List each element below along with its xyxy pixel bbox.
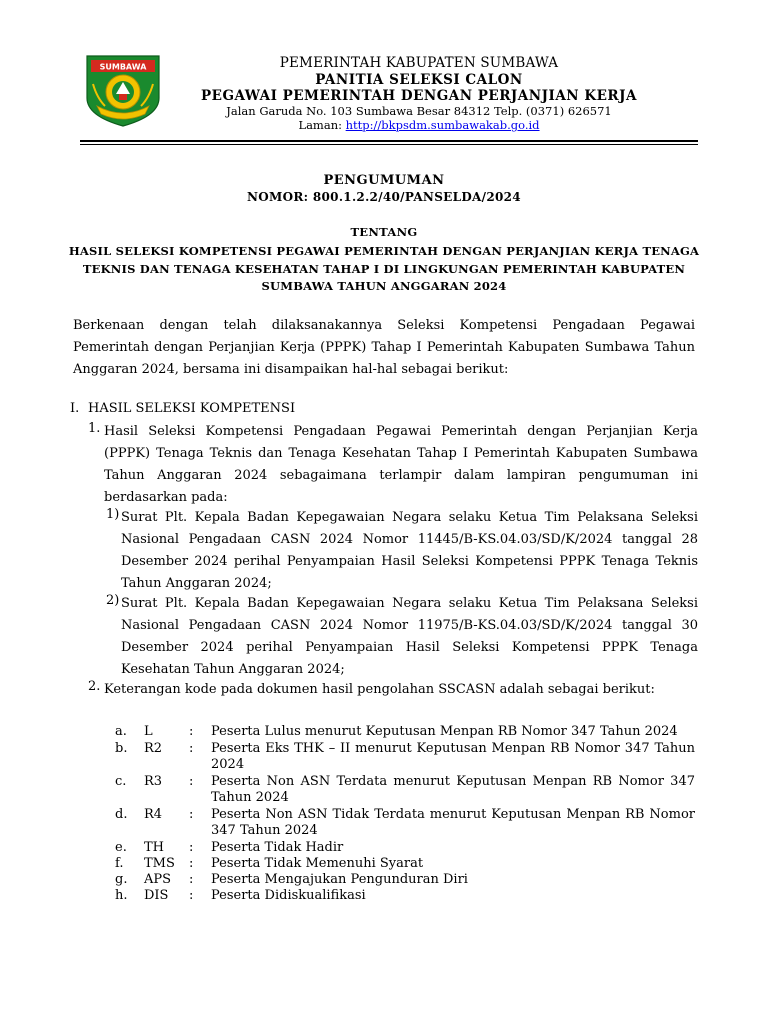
- subject-title: HASIL SELEKSI KOMPETENSI PEGAWAI PEMERINTAH DENGAN PERJANJIAN KERJA TENAGA TEKNIS DAN TENAGA KESEHATAN TAHAP I DI LINGKUNGAN PEMERINTAH KABUPATEN SUMBAWA TAHUN ANGGARAN 2024: [68, 244, 700, 293]
- code-value: TH: [144, 840, 165, 855]
- code-row: [115, 724, 695, 740]
- intro-paragraph: Berkenaan dengan telah dilaksanakannya Seleksi Kompetensi Pengadaan Pegawai Pemerintah dengan Perjanjian Kerja (PPPK) Tahap I Pemerintah Kabupaten Sumbawa Tahun Anggaran 2024, bersama ini disampaikan hal-hal sebagai berikut:: [73, 318, 695, 377]
- section-title: HASIL SELEKSI KOMPETENSI: [88, 401, 296, 416]
- sublist-item-number: 1): [106, 507, 120, 522]
- code-value: TMS: [144, 856, 175, 871]
- code-row: [115, 872, 695, 888]
- code-separator: :: [189, 888, 194, 903]
- code-description: Peserta Lulus menurut Keputusan Menpan RB Nomor 347 Tahun 2024: [211, 724, 678, 739]
- sublist-item-text: Surat Plt. Kepala Badan Kepegawaian Negara selaku Ketua Tim Pelaksana Seleksi Nasional Pengadaan CASN 2024 Nomor 11445/B-KS.04.03/SD/K/2024 tanggal 28 Desember 2024 perihal Penyampaian Hasil Seleksi Kompetensi PPPK Tenaga Teknis Tahun Anggaran 2024;: [121, 510, 698, 591]
- code-description: Peserta Non ASN Tidak Terdata menurut Keputusan Menpan RB Nomor 347 Tahun 2024: [211, 807, 695, 838]
- code-description: Peserta Tidak Hadir: [211, 840, 344, 855]
- code-value: R2: [144, 741, 163, 756]
- code-description: Peserta Non ASN Terdata menurut Keputusan Menpan RB Nomor 347 Tahun 2024: [211, 774, 695, 805]
- announcement-title: PENGUMUMAN: [323, 173, 445, 188]
- letterhead-line2: PANITIA SELEKSI CALON: [315, 72, 523, 88]
- code-list: [115, 724, 695, 904]
- letterhead-line1: PEMERINTAH KABUPATEN SUMBAWA: [279, 55, 559, 71]
- section-heading: [70, 401, 295, 416]
- code-letter: d.: [115, 807, 128, 822]
- code-row: [115, 741, 695, 773]
- code-separator: :: [189, 774, 194, 789]
- code-description: Peserta Didiskualifikasi: [211, 888, 366, 903]
- code-separator: :: [189, 741, 194, 756]
- list-item-number: 2.: [88, 679, 101, 694]
- website-link[interactable]: http://bkpsdm.sumbawakab.go.id: [345, 118, 540, 132]
- code-letter: a.: [115, 724, 127, 739]
- code-separator: :: [189, 840, 194, 855]
- code-value: APS: [144, 872, 172, 887]
- code-description: Peserta Tidak Memenuhi Syarat: [211, 856, 424, 871]
- letterhead-address: Jalan Garuda No. 103 Sumbawa Besar 84312 Telp. (0371) 626571: [226, 104, 612, 118]
- code-letter: e.: [115, 840, 127, 855]
- letterhead-rule-thick: [80, 140, 698, 142]
- sublist-item-number: 2): [106, 593, 120, 608]
- code-value: R3: [144, 774, 163, 789]
- list-item-number: 1.: [88, 421, 101, 436]
- website-label: Laman:: [298, 118, 346, 132]
- sublist-item-2: [106, 593, 698, 681]
- code-value: L: [144, 724, 153, 739]
- code-row: [115, 856, 695, 872]
- letterhead-website: [180, 118, 658, 132]
- sublist-item-1: [106, 507, 698, 595]
- announcement-number: NOMOR: 800.1.2.2/40/PANSELDA/2024: [247, 190, 521, 204]
- sublist-item-text: Surat Plt. Kepala Badan Kepegawaian Negara selaku Ketua Tim Pelaksana Seleksi Nasional Pengadaan CASN 2024 Nomor 11975/B-KS.04.03/SD/K/2024 tanggal 30 Desember 2024 perihal Penyampaian Hasil Seleksi Kompetensi PPPK Tenaga Kesehatan Tahun Anggaran 2024;: [121, 596, 698, 677]
- code-description: Peserta Eks THK – II menurut Keputusan Menpan RB Nomor 347 Tahun 2024: [211, 741, 695, 772]
- list-item-2: [88, 679, 698, 701]
- letterhead: [180, 55, 658, 132]
- letterhead-line3: PEGAWAI PEMERINTAH DENGAN PERJANJIAN KERJA: [201, 88, 637, 104]
- code-row: [115, 774, 695, 806]
- code-value: R4: [144, 807, 163, 822]
- code-row: [115, 807, 695, 839]
- svg-text:SUMBAWA: SUMBAWA: [99, 62, 147, 72]
- section-number: I.: [70, 401, 80, 416]
- code-separator: :: [189, 724, 194, 739]
- code-letter: h.: [115, 888, 128, 903]
- code-separator: :: [189, 807, 194, 822]
- code-separator: :: [189, 872, 194, 887]
- code-letter: f.: [115, 856, 124, 871]
- list-item-text: Hasil Seleksi Kompetensi Pengadaan Pegawai Pemerintah dengan Perjanjian Kerja (PPPK) Tenaga Teknis dan Tenaga Kesehatan Tahap I Pemerintah Kabupaten Sumbawa Tahun Anggaran 2024 sebagaimana terlampir dalam lampiran pengumuman ini berdasarkan pada:: [104, 424, 698, 505]
- letterhead-rule-thin: [80, 144, 698, 145]
- sumbawa-logo: [83, 54, 163, 128]
- code-row: [115, 888, 695, 904]
- code-letter: c.: [115, 774, 127, 789]
- code-letter: b.: [115, 741, 128, 756]
- code-row: [115, 840, 695, 856]
- code-description: Peserta Mengajukan Pengunduran Diri: [211, 872, 468, 887]
- list-item-text: Keterangan kode pada dokumen hasil pengolahan SSCASN adalah sebagai berikut:: [104, 682, 655, 697]
- code-separator: :: [189, 856, 194, 871]
- about-heading: TENTANG: [350, 225, 418, 239]
- code-letter: g.: [115, 872, 128, 887]
- list-item-1: [88, 421, 698, 509]
- code-value: DIS: [144, 888, 169, 903]
